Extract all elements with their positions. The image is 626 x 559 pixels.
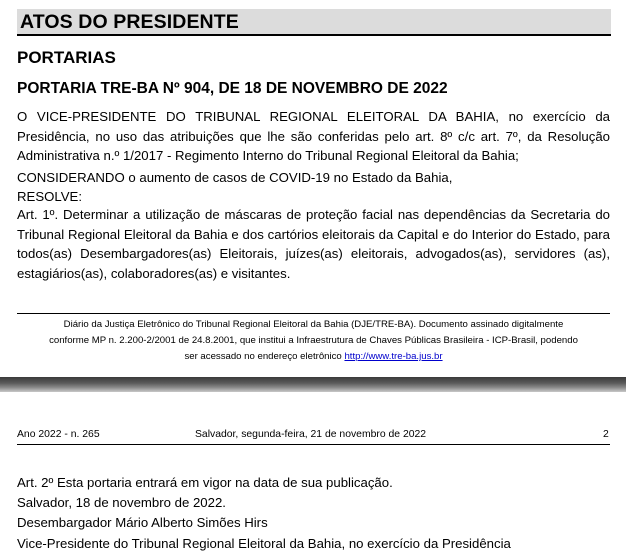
footer-divider (17, 313, 610, 314)
article-2-line: Art. 2º Esta portaria entrará em vigor na data de sua publicação. (17, 475, 393, 490)
footer-line-2: conforme MP n. 2.200-2/2001 de 24.8.2001, que institui a Infraestrutura de Chaves Públicas Brasileira - ICP-Brasil, podendo (49, 335, 578, 346)
page-break-shadow (0, 377, 626, 392)
preamble-paragraph: O VICE-PRESIDENTE DO TRIBUNAL REGIONAL ELEITORAL DA BAHIA, no exercício da Presidência, no uso das atribuições que lhe são conferidas pelo art. 8º c/c art. 7º, da Resolução Administrativa n.º 1/2017 - Regimento Interno do Tribunal Regional Eleitoral da Bahia; (17, 109, 610, 163)
footer-line-3 (17, 349, 610, 365)
footer-note (17, 317, 610, 365)
category-heading: PORTARIAS (17, 48, 116, 67)
signer-name: Desembargador Mário Alberto Simões Hirs (17, 515, 268, 530)
considerando-line: CONSIDERANDO o aumento de casos de COVID-19 no Estado da Bahia, (17, 170, 453, 185)
header-divider (17, 444, 610, 445)
page-number: 2 (603, 429, 609, 440)
section-title: ATOS DO PRESIDENTE (20, 11, 239, 33)
section-header-bar (17, 9, 611, 36)
edition-label: Ano 2022 - n. 265 (17, 429, 100, 440)
tre-ba-link[interactable]: http://www.tre-ba.jus.br (344, 351, 443, 362)
footer-line-3-text: ser acessado no endereço eletrônico (184, 351, 342, 362)
signer-role: Vice-Presidente do Tribunal Regional Eleitoral da Bahia, no exercício da Presidência (17, 536, 511, 551)
footer-line-1: Diário da Justiça Eletrônico do Tribunal Regional Eleitoral da Bahia (DJE/TRE-BA). Documento assinado digitalmente (63, 319, 564, 330)
portaria-title: PORTARIA TRE-BA Nº 904, DE 18 DE NOVEMBRO DE 2022 (17, 80, 448, 97)
resolve-line: RESOLVE: (17, 189, 82, 204)
place-date-line: Salvador, 18 de novembro de 2022. (17, 495, 226, 510)
edition-date: Salvador, segunda-feira, 21 de novembro de 2022 (195, 429, 427, 440)
article-1-paragraph: Art. 1º. Determinar a utilização de máscaras de proteção facial nas dependências da Secretaria do Tribunal Regional Eleitoral da Bahia e dos cartórios eleitorais da Capital e do Interior do Estado, para todos(as) Desembargadores(as) Eleitorais, juízes(as) eleitorais, advogados(as), servidores (as), estagiários(as), colaboradores(as) e visitantes. (17, 207, 610, 281)
